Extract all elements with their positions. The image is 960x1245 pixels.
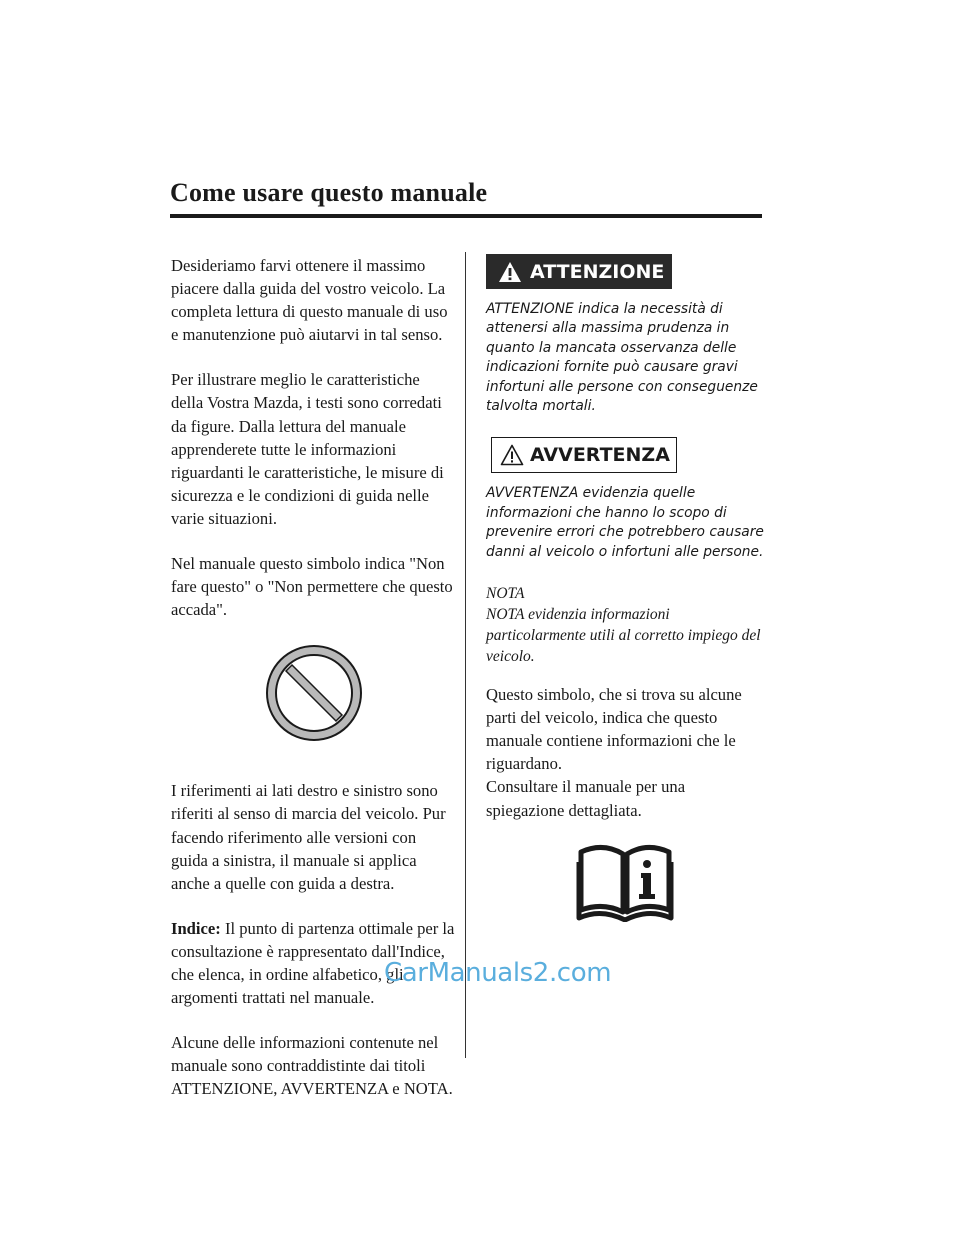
attenzione-text: ATTENZIONE indica la necessità di attenersi alla massima prudenza in quanto la mancata osservanza delle indicazioni fornite può causare gravi infortuni alle persone con conseguenze talvolta mortali. — [486, 301, 758, 415]
figures-paragraph: Per illustrare meglio le caratteristiche della Vostra Mazda, i testi sono corredati da figure. Dalla lettura del manuale apprenderete tutte le informazioni riguardanti le caratteristiche, le misure di sicurezza e le condizioni di guida nelle varie situazioni. — [171, 370, 444, 528]
right-column — [486, 254, 764, 922]
left-column — [171, 254, 456, 1122]
nota-heading: NOTA — [486, 585, 525, 603]
attenzione-label: ATTENZIONE — [530, 260, 665, 283]
prohibition-figure — [171, 643, 456, 743]
prohibition-icon — [264, 643, 364, 743]
index-text: Il punto di partenza ottimale per la consultazione è rappresentato dall'Indice, che elenca, in ordine alfabetico, gli argomenti trattati nel manuale. — [171, 918, 455, 1008]
headings-paragraph: Alcune delle informazioni contenute nel manuale sono contraddistinte dai titoli ATTENZIONE, AVVERTENZA e NOTA. — [171, 1033, 453, 1099]
manual-symbol-figure — [486, 844, 764, 922]
manual-book-icon — [575, 844, 675, 922]
watermark: CarManuals2.com — [384, 958, 612, 988]
avvertenza-label: AVVERTENZA — [530, 444, 670, 467]
symbol-paragraph: Nel manuale questo simbolo indica "Non fare questo" o "Non permettere che questo accada". — [171, 554, 453, 620]
avvertenza-text: AVVERTENZA evidenzia quelle informazioni che hanno lo scopo di prevenire errori che potrebbero causare danni al veicolo o infortuni alle persone. — [486, 485, 764, 560]
warning-triangle-icon — [498, 261, 522, 283]
symbol-description: Questo simbolo, che si trova su alcune parti del veicolo, indica che questo manuale contiene informazioni che le riguardano. — [486, 685, 742, 774]
column-divider — [465, 252, 466, 1058]
intro-paragraph: Desideriamo farvi ottenere il massimo piacere dalla guida del vostro veicolo. La completa lettura di questo manuale di uso e manutenzione può aiutarvi in tal senso. — [171, 256, 448, 345]
page-title: Come usare questo manuale — [170, 178, 488, 207]
indice-label: Indice: — [171, 918, 221, 938]
attenzione-badge — [486, 254, 672, 289]
consult-text: Consultare il manuale per una spiegazione dettagliata. — [486, 777, 686, 820]
title-divider — [170, 214, 762, 218]
warning-triangle-icon — [500, 444, 524, 466]
avvertenza-badge — [491, 437, 677, 473]
sides-paragraph: I riferimenti ai lati destro e sinistro sono riferiti al senso di marcia del veicolo. Pur facendo riferimento alle versioni con guida a sinistra, il manuale si applica anche a quelle con guida a destra. — [171, 781, 446, 893]
nota-text: NOTA evidenzia informazioni particolarmente utili al corretto impiego del veicolo. — [486, 606, 761, 666]
